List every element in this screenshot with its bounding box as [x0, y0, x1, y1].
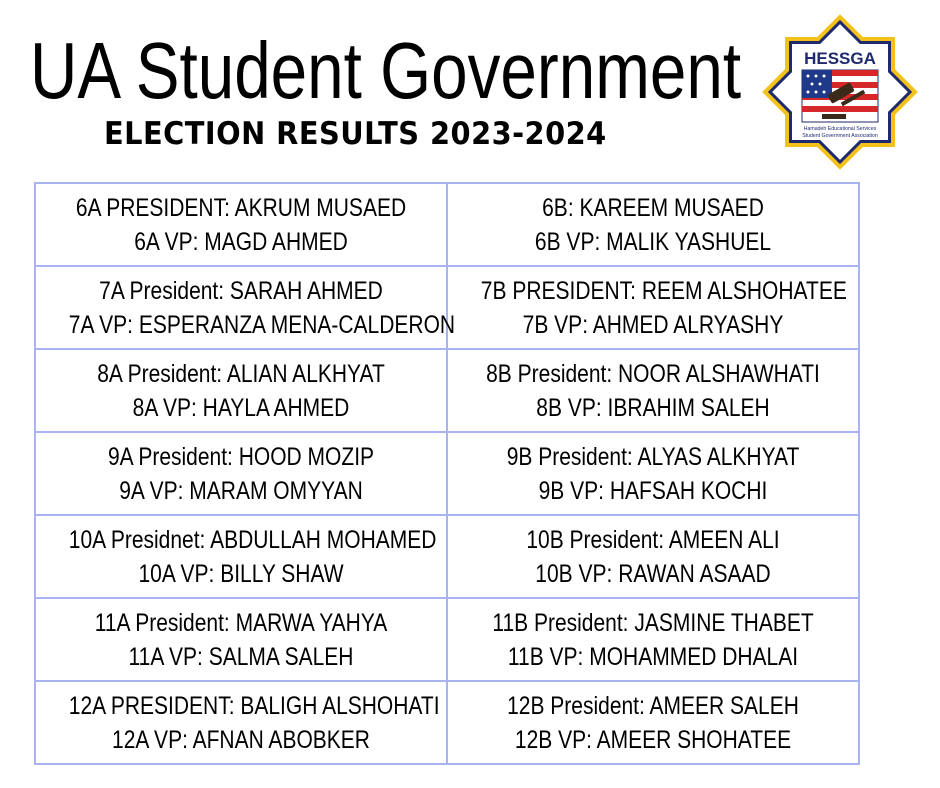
president-line: 11B President: JASMINE THABET — [492, 608, 814, 637]
result-cell-10b — [447, 515, 859, 598]
president-line: 12A PRESIDENT: BALIGH ALSHOHATI — [68, 691, 440, 720]
table-row — [35, 432, 859, 515]
result-cell-8b — [447, 349, 859, 432]
vp-line: 7A VP: ESPERANZA MENA-CALDERON — [68, 310, 456, 339]
president-line: 10B President: AMEEN ALI — [526, 525, 780, 554]
vp-line: 11B VP: MOHAMMED DHALAI — [507, 642, 799, 671]
vp-line: 12A VP: AFNAN ABOBKER — [112, 725, 370, 754]
vp-line: 8B VP: IBRAHIM SALEH — [536, 393, 770, 422]
result-cell-6a — [35, 183, 447, 266]
result-cell-11a — [35, 598, 447, 681]
result-cell-12b — [447, 681, 859, 764]
page-title: UA Student Government — [30, 26, 742, 115]
table-row — [35, 515, 859, 598]
president-line: 7A President: SARAH AHMED — [99, 276, 383, 305]
result-cell-12a — [35, 681, 447, 764]
result-cell-7b — [447, 266, 859, 349]
vp-line: 6B VP: MALIK YASHUEL — [534, 227, 772, 256]
result-cell-10a — [35, 515, 447, 598]
result-cell-8a — [35, 349, 447, 432]
table-row — [35, 598, 859, 681]
vp-line: 9A VP: MARAM OMYYAN — [119, 476, 363, 505]
table-row — [35, 266, 859, 349]
president-line: 9B President: ALYAS ALKHYAT — [506, 442, 800, 471]
result-cell-7a — [35, 266, 456, 349]
logo-wordmark: HESSGA — [804, 49, 876, 68]
vp-line: 7B VP: AHMED ALRYASHY — [522, 310, 784, 339]
vp-line: 6A VP: MAGD AHMED — [134, 227, 348, 256]
table-row — [35, 681, 859, 764]
result-cell-9a — [35, 432, 447, 515]
president-line: 6A PRESIDENT: AKRUM MUSAED — [75, 193, 407, 222]
president-line: 6B: KAREEM MUSAED — [542, 193, 764, 222]
vp-line: 10B VP: RAWAN ASAAD — [535, 559, 771, 588]
vp-line: 11A VP: SALMA SALEH — [128, 642, 354, 671]
page-subtitle: ELECTION RESULTS 2023-2024 — [104, 116, 607, 152]
vp-line: 12B VP: AMEER SHOHATEE — [514, 725, 792, 754]
logo-caption-line1: Hamadeh Educational Services — [803, 126, 877, 132]
vp-line: 10A VP: BILLY SHAW — [138, 559, 344, 588]
president-line: 8A President: ALIAN ALKHYAT — [97, 359, 385, 388]
election-results-table — [34, 182, 860, 765]
logo-caption-line2: Student Government Association — [802, 133, 878, 139]
table-row — [35, 349, 859, 432]
hessga-logo — [758, 10, 922, 174]
result-cell-11b — [447, 598, 859, 681]
result-cell-6b — [447, 183, 859, 266]
result-cell-9b — [447, 432, 859, 515]
president-line: 11A President: MARWA YAHYA — [94, 608, 388, 637]
president-line: 7B PRESIDENT: REEM ALSHOHATEE — [480, 276, 847, 305]
vp-line: 8A VP: HAYLA AHMED — [132, 393, 350, 422]
president-line: 10A Presidnet: ABDULLAH MOHAMED — [68, 525, 437, 554]
president-line: 9A President: HOOD MOZIP — [107, 442, 375, 471]
vp-line: 9B VP: HAFSAH KOCHI — [538, 476, 768, 505]
president-line: 8B President: NOOR ALSHAWHATI — [486, 359, 820, 388]
president-line: 12B President: AMEER SALEH — [507, 691, 799, 720]
table-row — [35, 183, 859, 266]
